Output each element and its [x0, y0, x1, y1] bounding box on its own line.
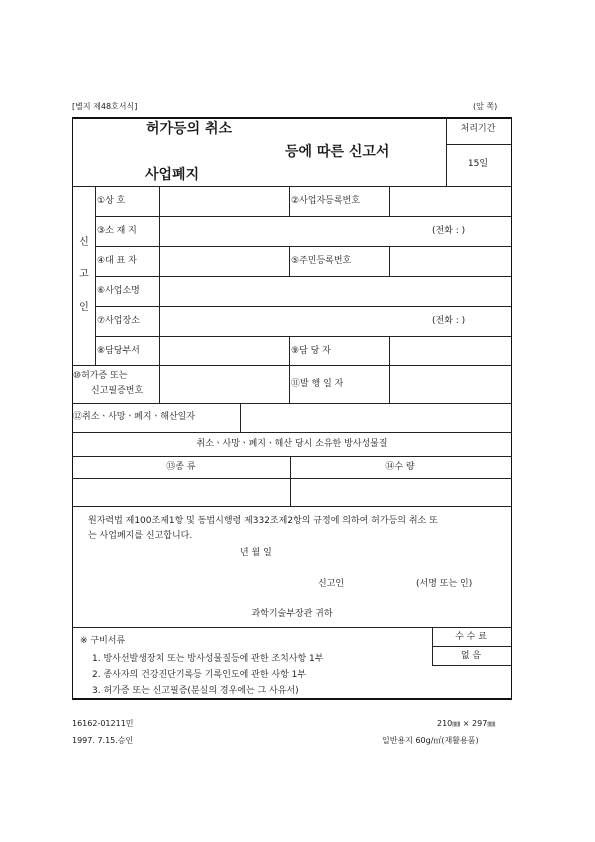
applicant-side-char-1: 신: [79, 237, 89, 248]
required-document-item-1: 1. 방사선발생장치 또는 방사성물질등에 관한 조치사항 1부: [92, 654, 324, 664]
fee-value: 없 음: [460, 651, 482, 661]
row-line-1: [95, 216, 511, 217]
manager-label: ⑨담 당 자: [291, 346, 331, 356]
permit-bottom-line: [72, 403, 512, 404]
title-divider: [446, 118, 447, 186]
cancel-date-bottom-line: [72, 432, 512, 433]
row-line-5: [95, 336, 511, 337]
location-phone-label: (전화 : ): [432, 316, 466, 326]
reporter-label: 신고인: [318, 579, 345, 589]
col-divider-r3b: [389, 246, 390, 276]
processing-period-label: 처리기간: [460, 124, 496, 134]
department-label: ⑧담당부서: [97, 346, 140, 356]
paper-spec: 일반용지 60g/㎡(재활용품): [382, 736, 479, 745]
title-line-2: 등에 따른 신고서: [285, 144, 390, 160]
cancel-date-divider: [240, 403, 241, 432]
processing-divider: [446, 144, 511, 145]
permit-col-divider-b: [389, 365, 390, 403]
fee-box-divider: [432, 646, 511, 647]
permit-col-divider-a: [289, 365, 290, 403]
row-line-6: [72, 365, 512, 366]
col-divider-r6a: [289, 336, 290, 365]
address-label: ③소 재 지: [97, 226, 137, 236]
required-documents-heading: ※ 구비서류: [80, 636, 126, 646]
business-name-label: ①상 호: [97, 196, 126, 206]
col-divider-r1b: [389, 186, 390, 216]
applicant-side-char-3: 인: [79, 302, 89, 313]
business-location-label: ⑦사업장소: [97, 316, 140, 326]
processing-period-value: 15일: [467, 159, 489, 169]
approval-date: 1997. 7.15.승인: [72, 736, 134, 745]
materials-title-line: [72, 456, 512, 457]
materials-header-line: [72, 478, 512, 479]
paper-size: 210㎜ × 297㎜: [437, 719, 496, 728]
material-quantity-header: ⑭수 량: [385, 462, 415, 472]
addressee: 과학기술부장관 귀하: [251, 609, 333, 619]
office-name-label: ⑥사업소명: [97, 286, 140, 296]
materials-col-divider: [290, 456, 291, 506]
permit-label-divider: [159, 365, 160, 403]
address-phone-label: (전화 : ): [432, 226, 466, 236]
representative-label: ④대 표 자: [97, 256, 137, 266]
row-line-4: [95, 306, 511, 307]
table-border-bottom: [72, 698, 512, 700]
attachment-label: [별지 제48호서식]: [72, 102, 138, 111]
signature-label: (서명 또는 인): [416, 579, 473, 589]
row-line-3: [95, 276, 511, 277]
materials-section-title: 취소ㆍ사망ㆍ폐지ㆍ해산 당시 소유한 방사성물질: [196, 439, 388, 449]
title-line-1: 허가등의 취소: [146, 121, 233, 137]
permit-number-label-line-2: 신고필증번호: [91, 386, 144, 396]
business-reg-number-label: ②사업자등록번호: [291, 196, 360, 206]
materials-bottom-line: [72, 506, 512, 507]
applicant-side-char-2: 고: [79, 269, 89, 280]
cancellation-date-label: ⑫취소ㆍ사망ㆍ폐지ㆍ해산일자: [73, 412, 196, 422]
fee-label: 수 수 료: [455, 632, 487, 642]
title-bottom-line: [72, 186, 512, 187]
col-divider-r6b: [389, 336, 390, 365]
declaration-text-line-2: 는 사업폐지를 신고합니다.: [88, 531, 193, 541]
side-label: (앞 쪽): [473, 102, 498, 111]
material-type-header: ⑬종 류: [166, 462, 196, 472]
col-divider-r3a: [289, 246, 290, 276]
col-divider-r1a: [289, 186, 290, 216]
declaration-bottom-line: [72, 627, 512, 628]
declaration-text-line-1: 원자력법 제100조제1항 및 동법시행령 제332조제2항의 규정에 의하여 허가등의 취소 또: [88, 516, 438, 526]
fee-box-bottom: [432, 665, 511, 666]
title-line-3: 사업폐지: [145, 167, 200, 183]
required-document-item-3: 3. 허가증 또는 신고필증(분실의 경우에는 그 사유서): [92, 686, 299, 696]
row-line-2: [95, 246, 511, 247]
declaration-date-line: 년 월 일: [240, 548, 272, 558]
table-border-right: [511, 117, 512, 700]
form-code: 16162-01211민: [72, 719, 134, 728]
table-border-left: [72, 117, 73, 700]
issue-date-label: ⑪발 행 일 자: [291, 379, 344, 389]
required-document-item-2: 2. 종사자의 건강진단기록등 기록인도에 관한 사항 1부: [92, 670, 307, 680]
permit-number-label-line-1: ⑩허가증 또는: [73, 371, 128, 381]
resident-reg-number-label: ⑤주민등록번호: [291, 256, 352, 266]
